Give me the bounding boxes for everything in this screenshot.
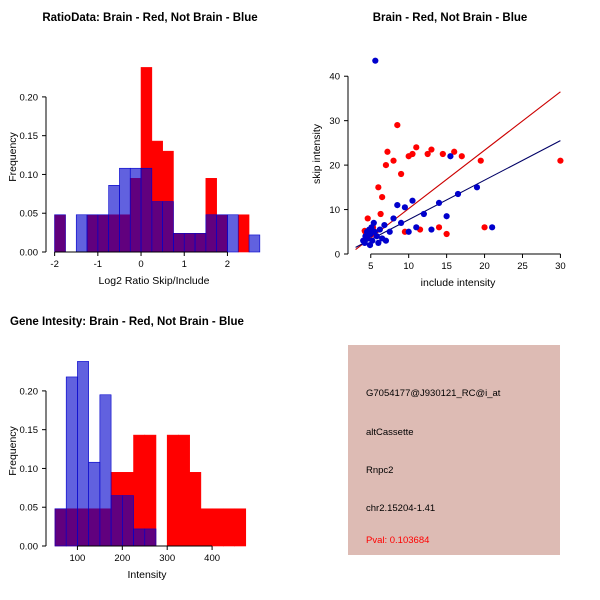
scatter-point: [369, 238, 375, 244]
x-tick-label: 5: [368, 261, 374, 272]
y-tick-label: 40: [329, 71, 340, 83]
scatter-point: [413, 224, 419, 230]
histogram-bar: [238, 215, 249, 252]
histogram-bar: [141, 168, 152, 252]
x-axis-title: Intensity: [127, 569, 167, 581]
scatter-plot: [300, 24, 600, 296]
y-tick-label: 20: [329, 160, 340, 172]
scatter-point: [390, 215, 396, 221]
y-axis-title: Frequency: [7, 426, 19, 476]
histogram-bar: [55, 215, 66, 252]
histogram-bar: [89, 462, 100, 546]
info-panel: [348, 345, 560, 555]
histogram-bar: [178, 435, 189, 546]
probe-id-label: G7054177@J930121_RC@i_at: [366, 388, 501, 399]
scatter-point: [394, 202, 400, 208]
y-tick-label: 0.05: [19, 502, 38, 514]
scatter-point: [474, 184, 480, 190]
y-tick-label: 0.20: [19, 386, 38, 398]
scatter-point: [428, 146, 434, 152]
scatter-panel: [300, 0, 600, 300]
scatter-point: [381, 222, 387, 228]
histogram-bar: [249, 235, 260, 252]
scatter-point: [447, 153, 453, 159]
scatter-point: [402, 204, 408, 210]
y-tick-label: 0.15: [19, 131, 38, 143]
scatter-point: [436, 224, 442, 230]
scatter-point: [489, 224, 495, 230]
histogram-bar: [152, 202, 163, 252]
histogram-bar: [223, 509, 234, 546]
y-tick-label: 0.00: [19, 541, 38, 553]
histogram-bar: [173, 233, 184, 252]
y-axis-title: skip intensity: [311, 123, 323, 185]
y-tick-label: 10: [329, 205, 340, 217]
ratio-histogram-title: RatioData: Brain - Red, Not Brain - Blue: [42, 12, 258, 24]
histogram-bar: [130, 168, 141, 252]
scatter-point: [375, 184, 381, 190]
y-tick-label: 0.15: [19, 425, 38, 437]
histogram-bar: [212, 509, 223, 546]
histogram-bar: [109, 185, 120, 252]
x-tick-label: 30: [555, 261, 566, 272]
x-tick-label: 200: [114, 553, 131, 564]
x-axis-title: include intensity: [420, 277, 496, 289]
histogram-bar: [55, 509, 66, 546]
histogram-bar: [100, 395, 111, 546]
histogram-bar: [119, 168, 130, 252]
histogram-bar: [98, 215, 109, 252]
scatter-point: [428, 226, 434, 232]
scatter-point: [394, 122, 400, 128]
histogram-bar: [227, 215, 238, 252]
y-axis: [329, 72, 348, 261]
histogram-bar: [217, 215, 228, 252]
x-axis: [50, 252, 230, 270]
histogram-bars: [55, 361, 246, 546]
gene-histogram-title: Gene Intesity: Brain - Red, Not Brain - Blue: [10, 316, 244, 328]
x-tick-label: 10: [403, 261, 414, 272]
locus-label: chr2.15204-1.41: [366, 503, 436, 514]
histogram-bar: [111, 496, 122, 546]
pval-label: Pval: 0.103684: [366, 535, 430, 546]
scatter-point: [444, 231, 450, 237]
x-tick-label: 400: [204, 553, 221, 564]
scatter-point: [383, 162, 389, 168]
x-tick-label: 300: [159, 553, 176, 564]
scatter-point: [478, 158, 484, 164]
x-tick-label: 15: [441, 261, 452, 272]
scatter-point: [378, 211, 384, 217]
gene-histogram-panel: [0, 300, 300, 600]
scatter-point: [383, 238, 389, 244]
histogram-bar: [66, 377, 77, 546]
scatter-points: [360, 58, 563, 249]
x-axis-title: Log2 Ratio Skip/Include: [98, 275, 210, 287]
scatter-point: [557, 158, 563, 164]
scatter-point: [413, 144, 419, 150]
x-tick-label: 1: [181, 259, 187, 270]
histogram-bar: [235, 509, 246, 546]
histogram-bar: [77, 361, 88, 546]
x-axis: [368, 254, 566, 272]
histogram-bar: [76, 215, 87, 252]
y-tick-label: 0.10: [19, 169, 38, 181]
scatter-point: [374, 233, 380, 239]
scatter-point: [384, 149, 390, 155]
y-tick-label: 0.05: [19, 208, 38, 220]
scatter-title: Brain - Red, Not Brain - Blue: [372, 12, 528, 24]
x-tick-label: 20: [479, 261, 490, 272]
histogram-bar: [167, 435, 178, 546]
histogram-bar: [87, 215, 98, 252]
scatter-point: [421, 211, 427, 217]
histogram-bar: [145, 529, 156, 546]
y-tick-label: 0.00: [19, 247, 38, 259]
histogram-bar: [195, 233, 206, 252]
y-tick-label: 0: [334, 249, 340, 261]
y-tick-label: 0.20: [19, 92, 38, 104]
histogram-bar: [201, 509, 212, 546]
scatter-point: [406, 229, 412, 235]
event-type-label: altCassette: [366, 427, 414, 438]
scatter-point: [409, 151, 415, 157]
histogram-bar: [163, 202, 174, 252]
x-tick-label: 100: [69, 553, 86, 564]
histogram-bar: [122, 496, 133, 546]
y-axis-title: Frequency: [7, 132, 19, 182]
scatter-point: [481, 224, 487, 230]
scatter-point: [459, 153, 465, 159]
x-tick-label: -2: [50, 259, 59, 270]
scatter-point: [377, 226, 383, 232]
scatter-point: [379, 194, 385, 200]
y-axis: [20, 92, 47, 258]
scatter-point: [387, 229, 393, 235]
ratio-histogram-panel: [0, 0, 300, 300]
histogram-bar: [206, 215, 217, 252]
x-tick-label: -1: [93, 259, 103, 270]
histogram-bars: [55, 67, 260, 252]
y-tick-label: 0.10: [19, 463, 38, 475]
x-tick-label: 25: [517, 261, 528, 272]
scatter-point: [455, 191, 461, 197]
scatter-point: [398, 220, 404, 226]
histogram-bar: [134, 529, 145, 546]
scatter-point: [372, 58, 378, 64]
scatter-point: [390, 158, 396, 164]
gene-name-label: Rnpc2: [366, 465, 394, 476]
y-axis: [20, 386, 47, 552]
scatter-point: [365, 215, 371, 221]
histogram-bar: [190, 472, 201, 546]
y-tick-label: 30: [329, 116, 340, 128]
scatter-point: [444, 213, 450, 219]
scatter-point: [371, 220, 377, 226]
gene-histogram-plot: [0, 328, 300, 596]
scatter-point: [398, 171, 404, 177]
scatter-point: [409, 198, 415, 204]
x-tick-label: 2: [224, 259, 231, 270]
x-tick-label: 0: [138, 259, 144, 270]
scatter-point: [436, 200, 442, 206]
x-axis: [69, 546, 220, 564]
histogram-bar: [184, 233, 195, 252]
scatter-point: [440, 151, 446, 157]
ratio-histogram-plot: [0, 24, 300, 296]
